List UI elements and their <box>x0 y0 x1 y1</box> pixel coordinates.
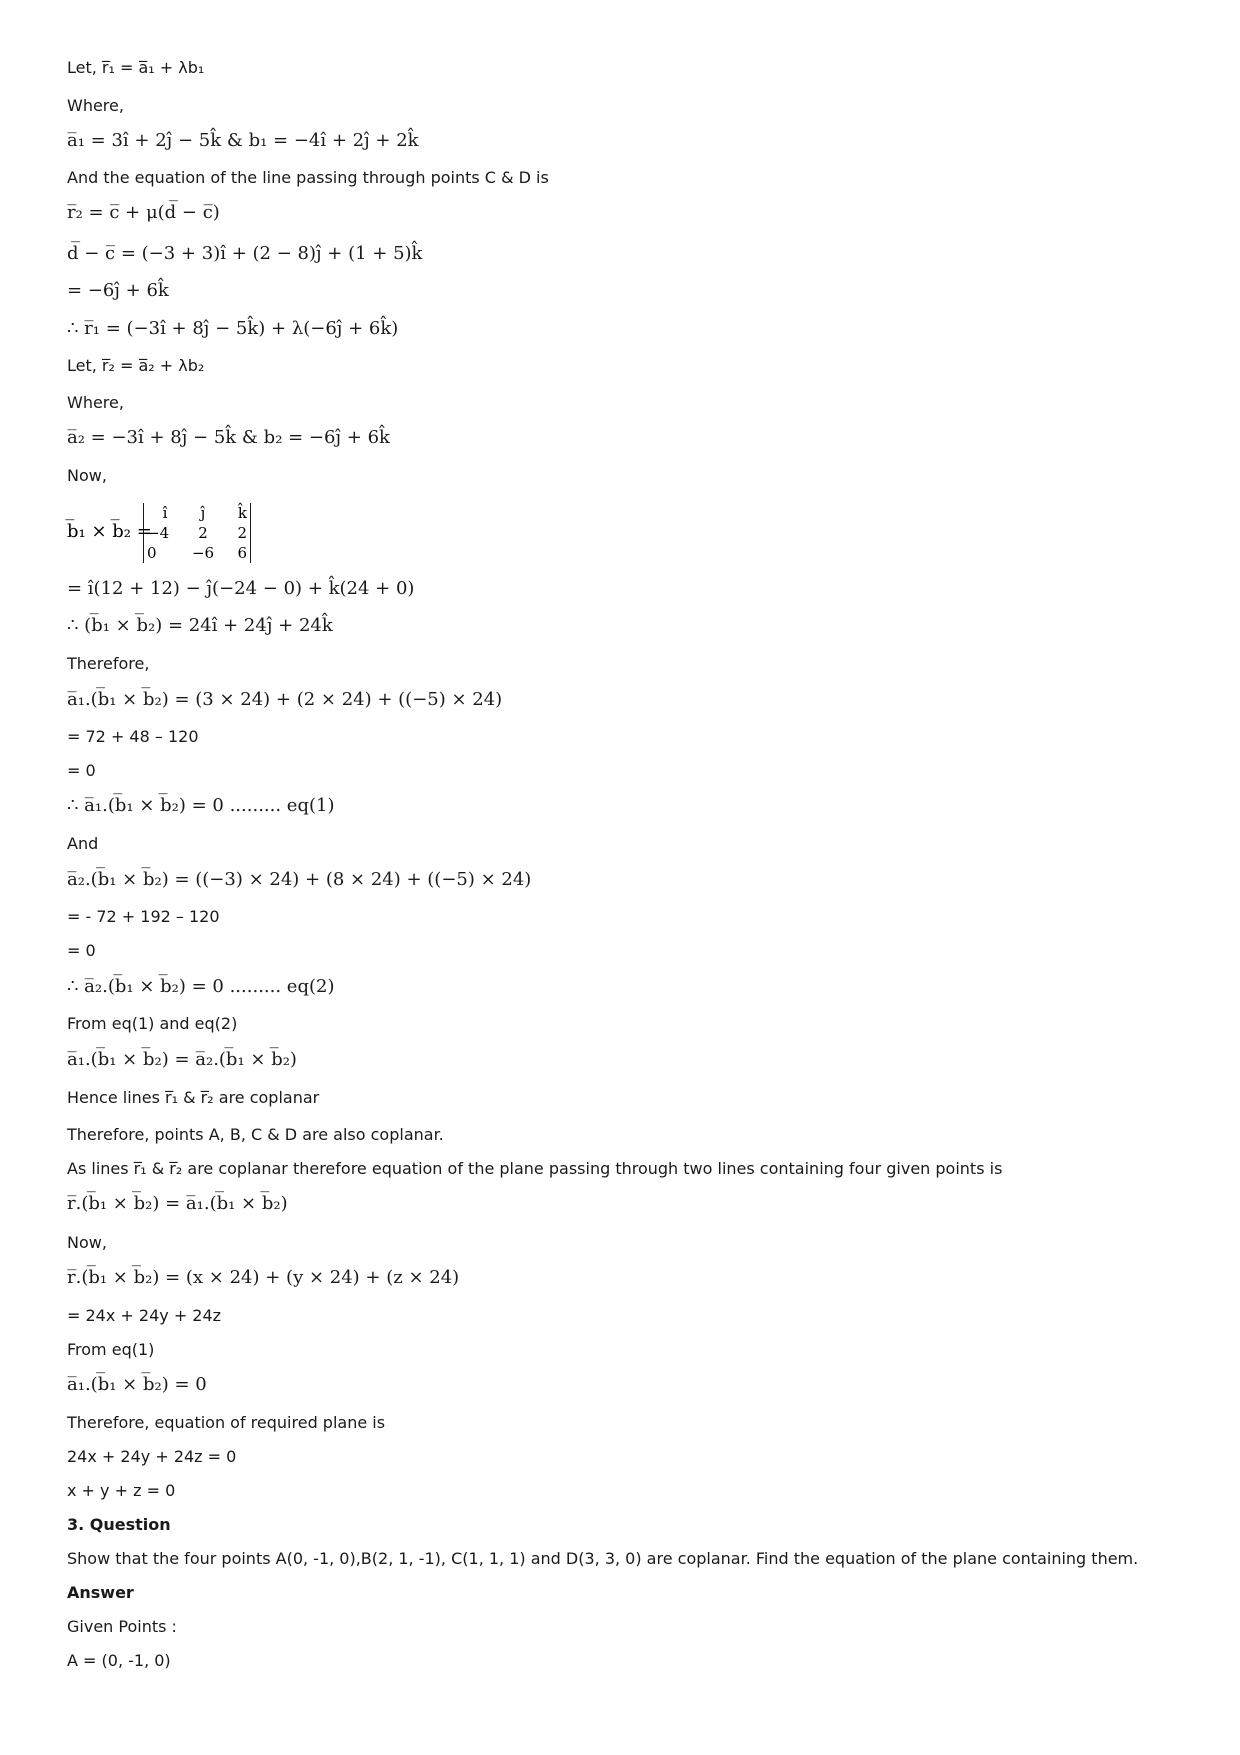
equation-line: a̅₁.(b̅₁ × b̅₂) = (3 × 24) + (2 × 24) + ((−5) × 24) <box>67 689 503 710</box>
equation-line: a̅₂ = −3î + 8ĵ − 5k̂ & b₂ = −6ĵ + 6k̂ <box>67 427 390 448</box>
text-line: From eq(1) <box>67 1340 155 1359</box>
text-line: Therefore, <box>67 654 150 673</box>
matrix-cell: −4 <box>147 524 170 542</box>
text-line: Where, <box>67 96 124 115</box>
equation-line: r̅.(b̅₁ × b̅₂) = a̅₁.(b̅₁ × b̅₂) <box>67 1193 288 1214</box>
equation-line: ∴ r̅₁ = (−3î + 8ĵ − 5k̂) + λ(−6ĵ + 6k̂) <box>67 318 399 339</box>
matrix-cell: 6 <box>237 544 247 562</box>
text-line: Given Points : <box>67 1617 177 1636</box>
determinant-right-bar <box>250 503 251 563</box>
text-line: As lines r̅₁ & r̅₂ are coplanar therefore equation of the plane passing through two lines containing four given points is <box>67 1159 1003 1178</box>
matrix-cell: 2 <box>237 524 247 542</box>
equation-line: a̅₂.(b̅₁ × b̅₂) = ((−3) × 24) + (8 × 24) + ((−5) × 24) <box>67 869 532 890</box>
equation-line: = −6ĵ + 6k̂ <box>67 280 169 301</box>
text-line: = - 72 + 192 – 120 <box>67 907 220 926</box>
determinant-grid <box>147 503 247 563</box>
text-line: A = (0, -1, 0) <box>67 1651 171 1670</box>
equation-line: = î(12 + 12) − ĵ(−24 − 0) + k̂(24 + 0) <box>67 578 415 599</box>
text-line: = 0 <box>67 761 96 780</box>
text-line: 24x + 24y + 24z = 0 <box>67 1447 237 1466</box>
text-line: And the equation of the line passing through points C & D is <box>67 168 549 187</box>
question-text: Show that the four points A(0, -1, 0),B(2, 1, -1), C(1, 1, 1) and D(3, 3, 0) are coplanar. Find the equation of the plane containing them. <box>67 1549 1139 1568</box>
text-line: Let, r̅₂ = a̅₂ + λb₂ <box>67 356 205 375</box>
text-line: Where, <box>67 393 124 412</box>
text-line: And <box>67 834 99 853</box>
matrix-cell: 0 <box>147 544 157 562</box>
equation-line: a̅₁.(b̅₁ × b̅₂) = 0 <box>67 1374 207 1395</box>
text-line: Let, r̅₁ = a̅₁ + λb₁ <box>67 58 205 77</box>
matrix-cell: 2 <box>198 524 208 542</box>
text-line: From eq(1) and eq(2) <box>67 1014 238 1033</box>
equation-line: d̅ − c̅ = (−3 + 3)î + (2 − 8)ĵ + (1 + 5)k̂ <box>67 243 423 264</box>
text-line: Therefore, equation of required plane is <box>67 1413 386 1432</box>
equation-line: r̅₂ = c̅ + μ(d̅ − c̅) <box>67 202 220 223</box>
equation-line: a̅₁ = 3î + 2ĵ − 5k̂ & b₁ = −4î + 2ĵ + 2k̂ <box>67 130 419 151</box>
text-line: Now, <box>67 1233 107 1252</box>
matrix-cell: −6 <box>191 544 215 562</box>
matrix-cell: ĵ <box>200 504 206 522</box>
equation-line: a̅₁.(b̅₁ × b̅₂) = a̅₂.(b̅₁ × b̅₂) <box>67 1049 297 1070</box>
text-line: = 72 + 48 – 120 <box>67 727 199 746</box>
text-line: x + y + z = 0 <box>67 1481 176 1500</box>
determinant-left-bar <box>143 503 144 563</box>
answer-heading: Answer <box>67 1583 134 1602</box>
text-line: = 0 <box>67 941 96 960</box>
question-heading: 3. Question <box>67 1515 171 1534</box>
equation-line: ∴ a̅₂.(b̅₁ × b̅₂) = 0 ......... eq(2) <box>67 976 335 997</box>
equation-line: r̅.(b̅₁ × b̅₂) = (x × 24) + (y × 24) + (z × 24) <box>67 1267 460 1288</box>
matrix-cell: î <box>162 504 168 522</box>
matrix-cell: k̂ <box>237 504 247 522</box>
equation-line: ∴ (b̅₁ × b̅₂) = 24î + 24ĵ + 24k̂ <box>67 615 333 636</box>
text-line: Now, <box>67 466 107 485</box>
equation-line: ∴ a̅₁.(b̅₁ × b̅₂) = 0 ......... eq(1) <box>67 795 335 816</box>
text-line: = 24x + 24y + 24z <box>67 1306 222 1325</box>
text-line: Hence lines r̅₁ & r̅₂ are coplanar <box>67 1088 320 1107</box>
determinant-lhs: b̅₁ × b̅₂ = <box>67 521 152 542</box>
text-line: Therefore, points A, B, C & D are also coplanar. <box>67 1125 444 1144</box>
